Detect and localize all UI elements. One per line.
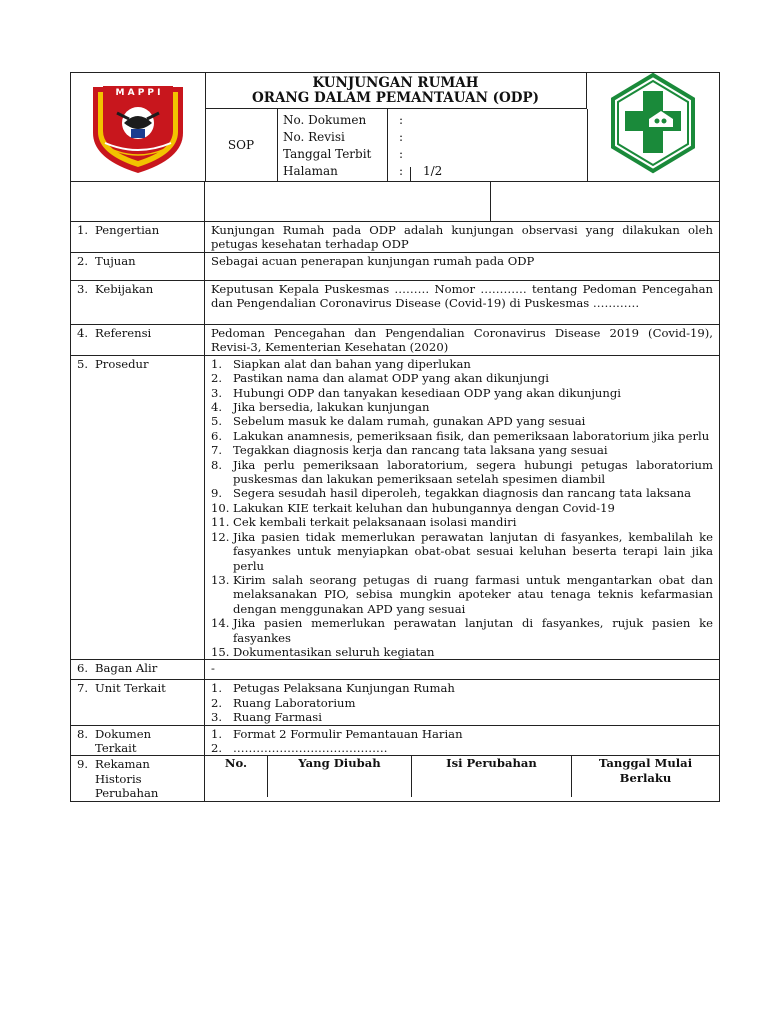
row-pengertian [71, 222, 720, 253]
list-item-number: 2. [211, 740, 223, 755]
list-item [211, 515, 713, 529]
meta-colon: : [399, 164, 404, 178]
puskesmas-logo-icon [587, 73, 720, 181]
row-prosedur [71, 355, 720, 660]
history-col-content: Isi Perubahan [411, 755, 571, 797]
section-title: Bagan Alir [95, 661, 158, 676]
list-item-text: Petugas Pelaksana Kunjungan Rumah [233, 681, 455, 696]
section-label [71, 222, 205, 253]
list-item-number: 2. [211, 371, 223, 386]
list-item-text: Ruang Farmasi [233, 710, 322, 725]
section-text: Kunjungan Rumah pada ODP adalah kunjungan observasi yang dilakukan oleh petugas kesehatan terhadap ODP [205, 222, 720, 253]
right-logo-cell [587, 73, 720, 181]
meta-colon: : [399, 147, 404, 161]
history-col-changed: Yang Diubah [267, 755, 411, 797]
list-item [211, 645, 713, 659]
section-title: Tujuan [95, 254, 136, 268]
list-item [211, 486, 713, 500]
section-title: Kebijakan [95, 282, 154, 296]
list-item-text: Jika pasien memerlukan perawatan lanjutan di fasyankes, rujuk pasien ke fasyankes [233, 616, 713, 645]
list-item [211, 443, 713, 457]
list-item-number: 11. [211, 515, 230, 530]
blank-row-divider [490, 181, 491, 221]
section-number: 2. [77, 254, 89, 268]
row-bagan-alir [71, 660, 720, 680]
section-text: Keputusan Kepala Puskesmas ……… Nomor ………… tentang Pedoman Pencegahan dan Pengendalian Coronavirus Disease (Covid-19) di Puskesmas ………… [205, 281, 720, 325]
document-meta [277, 109, 588, 181]
row-tujuan [71, 253, 720, 281]
list-item [211, 357, 713, 371]
history-col-effective-date: Tanggal Mulai Berlaku [571, 755, 719, 797]
row-kebijakan [71, 281, 720, 325]
section-title: Referensi [95, 326, 152, 340]
section-text: Sebagai acuan penerapan kunjungan rumah pada ODP [205, 253, 720, 281]
document-list [211, 727, 713, 756]
list-item-number: 14. [211, 616, 230, 631]
list-item-number: 3. [211, 385, 223, 400]
section-label [71, 355, 205, 660]
section-title: Rekaman Historis Perubahan [95, 757, 159, 801]
section-number: 9. [77, 757, 89, 772]
section-label [71, 756, 205, 801]
list-item-number: 13. [211, 572, 230, 587]
row-referensi [71, 325, 720, 356]
list-item-text: Jika perlu pemeriksaan laboratorium, segera hubungi petugas laboratorium puskesmas dan lakukan pemeriksaan setelah spesimen diambil [233, 457, 713, 487]
list-item-number: 15. [211, 644, 230, 659]
list-item-number: 5. [211, 414, 223, 429]
list-item-number: 10. [211, 500, 230, 515]
row-unit-terkait [71, 680, 720, 725]
row-dokumen-terkait [71, 725, 720, 756]
sop-content-table [70, 221, 720, 802]
meta-divider-short [410, 167, 411, 181]
list-item [211, 386, 713, 400]
section-label [71, 680, 205, 725]
list-item-text: Tegakkan diagnosis kerja dan rancang tata laksana yang sesuai [233, 443, 608, 458]
list-item-number: 1. [211, 356, 223, 371]
list-item [211, 400, 713, 414]
mappi-regency-emblem-icon [71, 73, 205, 181]
section-number: 7. [77, 681, 89, 696]
list-item [211, 429, 713, 443]
blank-row [70, 181, 720, 222]
list-item-number: 1. [211, 681, 223, 696]
list-item [211, 741, 713, 755]
meta-label: Tanggal Terbit [283, 147, 372, 161]
section-number: 1. [77, 223, 89, 237]
list-item-number: 3. [211, 710, 223, 725]
list-item-text: Cek kembali terkait pelaksanaan isolasi mandiri [233, 515, 517, 530]
title-line-1: KUNJUNGAN RUMAH [312, 75, 479, 91]
meta-label: No. Revisi [283, 130, 345, 144]
history-header [205, 755, 719, 797]
list-item [211, 458, 713, 487]
list-item-text: Hubungi ODP dan tanyakan kesediaan ODP yang akan dikunjungi [233, 385, 621, 400]
procedure-list [211, 357, 713, 660]
section-text: Pedoman Pencegahan dan Pengendalian Coronavirus Disease 2019 (Covid-19), Revisi-3, Kementerian Kesehatan (2020) [205, 325, 720, 356]
section-text: - [205, 660, 720, 680]
list-item [211, 727, 713, 741]
unit-list [211, 681, 713, 724]
section-number: 6. [77, 661, 89, 676]
left-logo-cell [71, 73, 206, 181]
section-label [71, 253, 205, 281]
history-table-cell [205, 756, 720, 801]
meta-colon: : [399, 113, 404, 127]
document-header [70, 72, 720, 182]
list-item-text: Lakukan anamnesis, pemeriksaan fisik, dan pemeriksaan laboratorium jika perlu [233, 428, 710, 443]
section-number: 4. [77, 326, 89, 340]
list-item [211, 573, 713, 616]
section-number: 3. [77, 282, 89, 296]
section-list [205, 680, 720, 725]
history-col-no: No. [224, 756, 248, 771]
list-item [211, 501, 713, 515]
list-item-text: Sebelum masuk ke dalam rumah, gunakan APD yang sesuai [233, 414, 586, 429]
row-rekaman-historis [71, 756, 720, 801]
list-item [211, 710, 713, 724]
section-label [71, 325, 205, 356]
list-item [211, 414, 713, 428]
list-item-text: Jika bersedia, lakukan kunjungan [233, 400, 430, 415]
list-item-text: Lakukan KIE terkait keluhan dan hubungannya dengan Covid-19 [233, 500, 615, 515]
sop-label: SOP [205, 109, 278, 181]
section-number: 8. [77, 726, 89, 741]
list-item-number: 1. [211, 726, 223, 741]
list-item [211, 530, 713, 573]
section-list [205, 355, 720, 660]
list-item-number: 9. [211, 486, 223, 501]
list-item-number: 4. [211, 400, 223, 415]
list-item-text: Format 2 Formulir Pemantauan Harian [233, 726, 463, 741]
blank-row-divider [204, 181, 205, 221]
title-line-2: ORANG DALAM PEMANTAUAN (ODP) [251, 90, 540, 106]
list-item-number: 7. [211, 443, 223, 458]
section-title: Dokumen Terkait [95, 726, 152, 755]
meta-colon: : [399, 130, 404, 144]
list-item-number: 2. [211, 695, 223, 710]
meta-label: No. Dokumen [283, 113, 367, 127]
meta-value: 1/2 [423, 164, 443, 178]
emblem-lettering: M A P P I [115, 88, 161, 98]
section-label [71, 660, 205, 680]
section-number: 5. [77, 356, 89, 371]
section-title: Prosedur [95, 356, 149, 371]
list-item-text: Segera sesudah hasil diperoleh, tegakkan diagnosis dan rancang tata laksana [233, 486, 691, 501]
list-item [211, 681, 713, 695]
section-list [205, 725, 720, 756]
section-label [71, 725, 205, 756]
section-label [71, 281, 205, 325]
list-item [211, 371, 713, 385]
meta-label: Halaman [283, 164, 338, 178]
list-item-text: Siapkan alat dan bahan yang diperlukan [233, 356, 471, 371]
list-item-number: 6. [211, 428, 223, 443]
section-title: Pengertian [95, 223, 160, 237]
list-item-text: Kirim salah seorang petugas di ruang farmasi untuk mengantarkan obat dan melaksanakan PIO, sebisa mungkin apoteker atau tenaga teknis kefarmasian dengan menggunakan APD yang sesuai [233, 572, 713, 616]
list-item-text: Dokumentasikan seluruh kegiatan [233, 644, 435, 659]
list-item-number: 8. [211, 457, 223, 472]
list-item [211, 696, 713, 710]
document-title [205, 73, 587, 109]
list-item-number: 12. [211, 529, 230, 544]
list-item [211, 616, 713, 645]
list-item-text: Pastikan nama dan alamat ODP yang akan dikunjungi [233, 371, 549, 386]
list-item-text: Ruang Laboratorium [233, 695, 356, 710]
list-item-text: …………………………………. [233, 740, 388, 755]
section-title: Unit Terkait [95, 681, 166, 696]
list-item-text: Jika pasien tidak memerlukan perawatan lanjutan di fasyankes, kembalilah ke fasyankes untuk menyiapkan obat-obat sesuai keluhan beserta terapi lain jika perlu [233, 529, 713, 573]
